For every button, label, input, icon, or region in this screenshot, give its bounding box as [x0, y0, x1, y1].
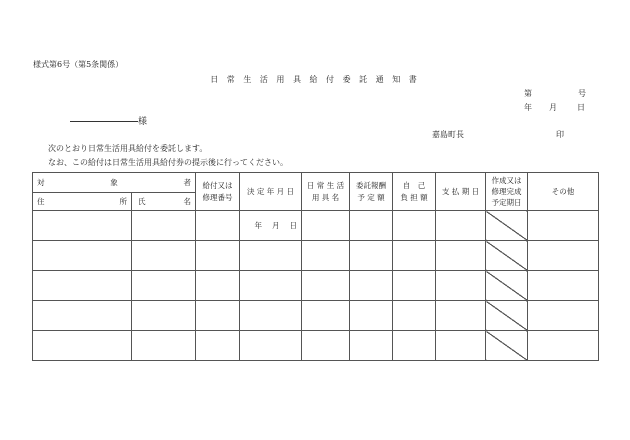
issue-date-line: [524, 102, 585, 113]
address-cell[interactable]: [33, 211, 132, 241]
address-cell[interactable]: [33, 301, 132, 331]
benefit-number-cell[interactable]: [196, 301, 240, 331]
payment-date-header: 支 払 期 日: [436, 173, 486, 211]
completion-date-cell: [486, 211, 528, 241]
completion-date-cell: [486, 271, 528, 301]
other-cell[interactable]: [528, 301, 599, 331]
address-cell[interactable]: [33, 241, 132, 271]
completion-date-header: 作成又は 修理完成 予定期日: [486, 173, 528, 211]
equipment-name-cell[interactable]: [302, 301, 350, 331]
name-cell[interactable]: [132, 301, 196, 331]
decision-date-header: 決 定 年 月 日: [240, 173, 302, 211]
body-text-line-2: なお、この給付は日常生活用具給付券の提示後に行ってください。: [48, 158, 288, 167]
addressee-blank-line: [70, 121, 138, 122]
delegation-table: [32, 172, 599, 361]
seal-mark: 印: [556, 130, 564, 139]
benefit-number-cell[interactable]: [196, 211, 240, 241]
form-number-label: 様式第6号（第5条関係）: [33, 60, 124, 69]
other-cell[interactable]: [528, 241, 599, 271]
table-row: [33, 301, 599, 331]
payment-date-cell[interactable]: [436, 331, 486, 361]
table-row: [33, 241, 599, 271]
other-cell[interactable]: [528, 331, 599, 361]
self-pay-header: 自 己 負 担 額: [393, 173, 436, 211]
completion-date-cell: [486, 301, 528, 331]
benefit-number-cell[interactable]: [196, 271, 240, 301]
body-text-line-1: 次のとおり日常生活用具給付を委託します。: [48, 144, 208, 153]
commission-fee-cell[interactable]: [350, 331, 393, 361]
decision-date-cell[interactable]: [240, 301, 302, 331]
name-header: 氏 名: [132, 193, 196, 211]
decision-date-cell[interactable]: [240, 271, 302, 301]
payment-date-cell[interactable]: [436, 271, 486, 301]
equipment-name-cell[interactable]: [302, 331, 350, 361]
payment-date-cell[interactable]: [436, 241, 486, 271]
completion-date-cell: [486, 331, 528, 361]
number-suffix: 号: [578, 89, 586, 98]
commission-fee-cell[interactable]: [350, 211, 393, 241]
decision-date-cell[interactable]: [240, 331, 302, 361]
self-pay-cell[interactable]: [393, 271, 436, 301]
benefit-number-cell[interactable]: [196, 241, 240, 271]
address-cell[interactable]: [33, 331, 132, 361]
name-cell[interactable]: [132, 331, 196, 361]
addressee-honorific: 様: [138, 117, 148, 127]
number-prefix: 第: [524, 89, 532, 98]
other-header: その他: [528, 173, 599, 211]
equipment-name-cell[interactable]: [302, 241, 350, 271]
name-cell[interactable]: [132, 241, 196, 271]
issue-day: 日: [577, 103, 585, 112]
commission-fee-cell[interactable]: [350, 271, 393, 301]
completion-date-cell: [486, 241, 528, 271]
decision-date-cell[interactable]: 年 月 日: [240, 211, 302, 241]
benefit-number-header: 給付又は 修理番号: [196, 173, 240, 211]
address-header: 住 所: [33, 193, 132, 211]
commission-fee-cell[interactable]: [350, 241, 393, 271]
address-cell[interactable]: [33, 271, 132, 301]
decision-date-cell[interactable]: [240, 241, 302, 271]
issuer-name: 嘉島町長: [432, 130, 464, 139]
document-title: 日 常 生 活 用 具 給 付 委 託 通 知 書: [210, 75, 420, 84]
self-pay-cell[interactable]: [393, 301, 436, 331]
other-cell[interactable]: [528, 211, 599, 241]
table-row: [33, 271, 599, 301]
benefit-number-cell[interactable]: [196, 331, 240, 361]
self-pay-cell[interactable]: [393, 331, 436, 361]
name-cell[interactable]: [132, 271, 196, 301]
self-pay-cell[interactable]: [393, 211, 436, 241]
target-person-header: 対 象 者: [33, 173, 196, 193]
equipment-name-cell[interactable]: [302, 211, 350, 241]
table-row: [33, 211, 599, 241]
name-cell[interactable]: [132, 211, 196, 241]
equipment-name-header: 日 常 生 活 用 具 名: [302, 173, 350, 211]
self-pay-cell[interactable]: [393, 241, 436, 271]
equipment-name-cell[interactable]: [302, 271, 350, 301]
issue-year: 年: [524, 103, 532, 112]
document-number-line: [524, 88, 586, 99]
payment-date-cell[interactable]: [436, 301, 486, 331]
issue-month: 月: [549, 103, 557, 112]
commission-fee-header: 委託報酬 予 定 額: [350, 173, 393, 211]
payment-date-cell[interactable]: [436, 211, 486, 241]
commission-fee-cell[interactable]: [350, 301, 393, 331]
other-cell[interactable]: [528, 271, 599, 301]
table-row: [33, 331, 599, 361]
